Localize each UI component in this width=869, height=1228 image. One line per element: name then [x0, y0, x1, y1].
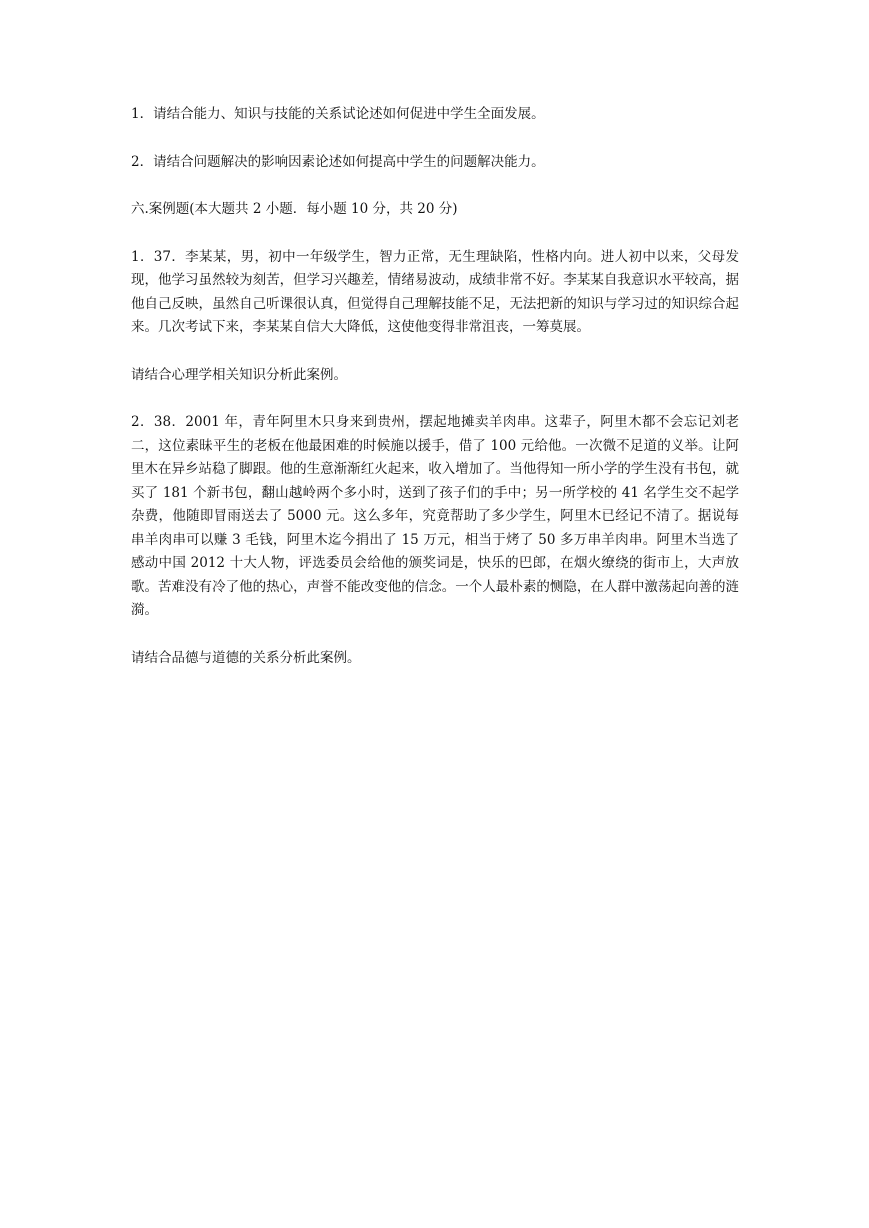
case-1-text: 1．37．李某某，男，初中一年级学生，智力正常，无生理缺陷，性格内向。进人初中以来，父母发现，他学习虽然较为刻苦，但学习兴趣差，情绪易波动，成绩非常不好。李某某自我意识水平较高，据他自己反映，虽然自己听课很认真，但觉得自己理解技能不足，无法把新的知识与学习过的知识综合起来。几次考试下来，李某某自信大大降低，这使他变得非常沮丧，一筹莫展。: [131, 248, 739, 335]
case-1-prompt: 请结合心理学相关知识分析此案例。: [131, 366, 347, 383]
essay-question-2: 2．请结合问题解决的影响因素论述如何提高中学生的问题解决能力。: [131, 153, 545, 170]
section-heading: 六.案例题(本大题共 2 小题．每小题 10 分，共 20 分): [131, 201, 458, 217]
case-2-text: 2．38．2001 年，青年阿里木只身来到贵州，摆起地摊卖羊肉串。这辈子，阿里木都不会忘记刘老二，这位素昧平生的老板在他最困难的时候施以援手，借了 100 元给他。一次微不足道的义举。让阿里木在异乡站稳了脚跟。他的生意渐渐红火起来，收入增加了。当他得知一所小学的学生没有书包，就买了 181 个新书包，翻山越岭两个多小时，送到了孩子们的手中；另一所学校的 41 名学生交不起学杂费，他随即冒雨送去了 5000 元。这么多年，究竟帮助了多少学生，阿里木已经记不清了。据说每串羊肉串可以赚 3 毛钱，阿里木迄今捐出了 15 万元，相当于烤了 50 多万串羊肉串。阿里木当选了感动中国 2012 十大人物，评选委员会给他的颁奖词是，快乐的巴郎，在烟火缭绕的街市上，大声放歌。苦难没有冷了他的热心，声誉不能改变他的信念。一个人最朴素的恻隐，在人群中激荡起向善的涟漪。: [131, 414, 739, 618]
essay-question-1: 1．请结合能力、知识与技能的关系试论述如何促进中学生全面发展。: [131, 106, 545, 122]
case-2-prompt: 请结合品德与道德的关系分析此案例。: [131, 649, 361, 666]
document-page: [131, 103, 739, 694]
